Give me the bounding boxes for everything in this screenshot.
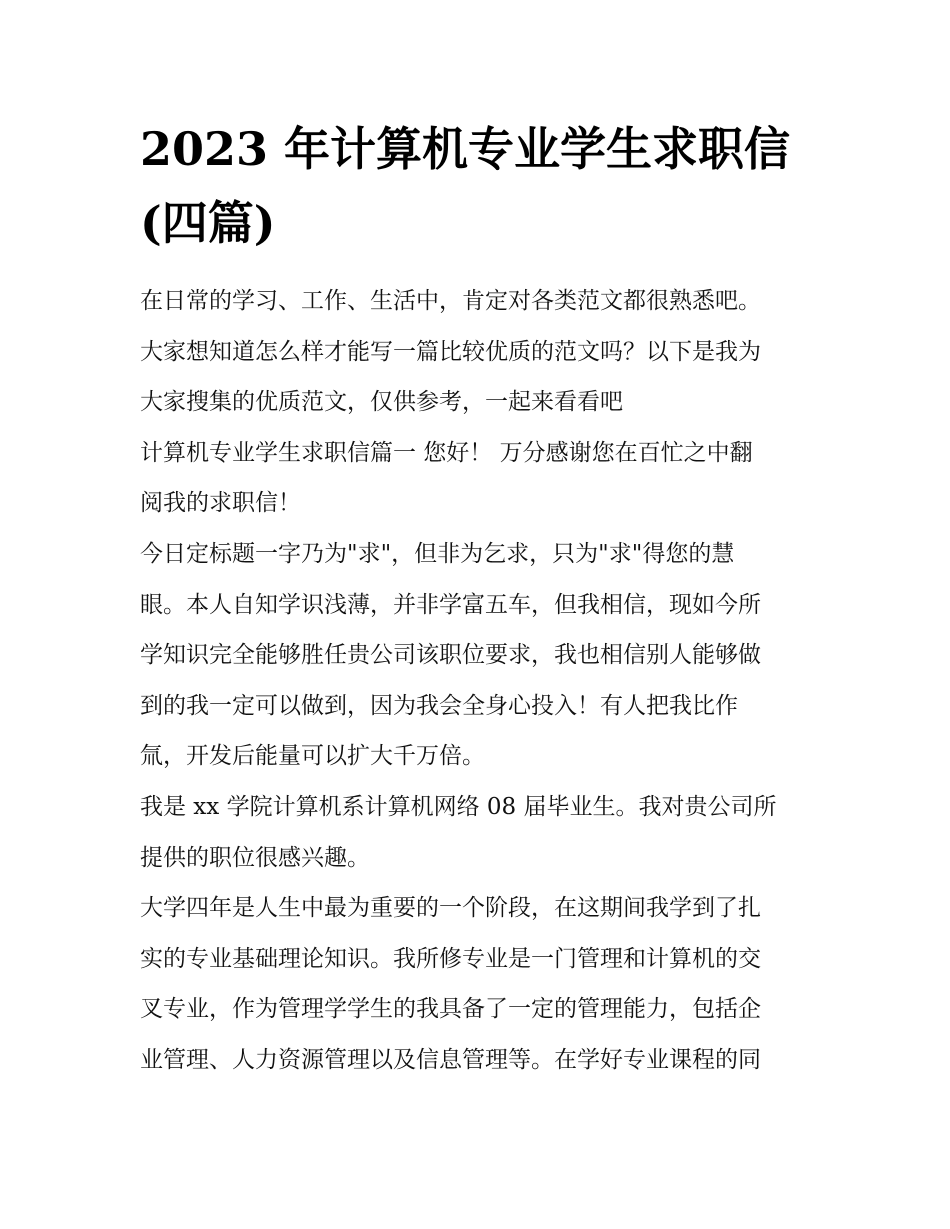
body-line: 眼。本人自知学识浅薄，并非学富五车，但我相信，现如今所: [140, 591, 761, 618]
body-line: 今日定标题一字乃为"求"，但非为乞求，只为"求"得您的慧: [140, 540, 735, 567]
body-line: 实的专业基础理论知识。我所修专业是一门管理和计算机的交: [140, 945, 761, 972]
body-line: 大学四年是人生中最为重要的一个阶段，在这期间我学到了扎: [140, 895, 761, 922]
body-line: 业管理、人力资源管理以及信息管理等。在学好专业课程的同: [140, 1046, 761, 1073]
body-line: 到的我一定可以做到，因为我会全身心投入！有人把我比作: [140, 692, 738, 719]
body-line: 计算机专业学生求职信篇一 您好！ 万分感谢您在百忙之中翻: [140, 439, 753, 466]
document-body: [140, 276, 820, 1086]
body-line: 在日常的学习、工作、生活中，肯定对各类范文都很熟悉吧。: [140, 288, 761, 314]
body-line: 大家想知道怎么样才能写一篇比较优质的范文吗？以下是我为: [140, 338, 761, 365]
body-line: 大家搜集的优质范文，仅供参考，一起来看看吧: [140, 389, 623, 416]
title-line: 2023 年计算机专业学生求职信: [140, 122, 791, 176]
body-line: 提供的职位很感兴趣。: [140, 844, 370, 871]
body-line: 阅我的求职信！: [140, 490, 301, 517]
body-line: 氚，开发后能量可以扩大千万倍。: [140, 743, 485, 770]
body-line: 学知识完全能够胜任贵公司该职位要求，我也相信别人能够做: [140, 642, 761, 669]
body-line: 我是 xx 学院计算机系计算机网络 08 届毕业生。我对贵公司所: [140, 793, 777, 820]
body-line: 叉专业，作为管理学学生的我具备了一定的管理能力，包括企: [140, 996, 761, 1023]
document-title: [140, 112, 820, 260]
title-line: (四篇): [140, 196, 276, 250]
